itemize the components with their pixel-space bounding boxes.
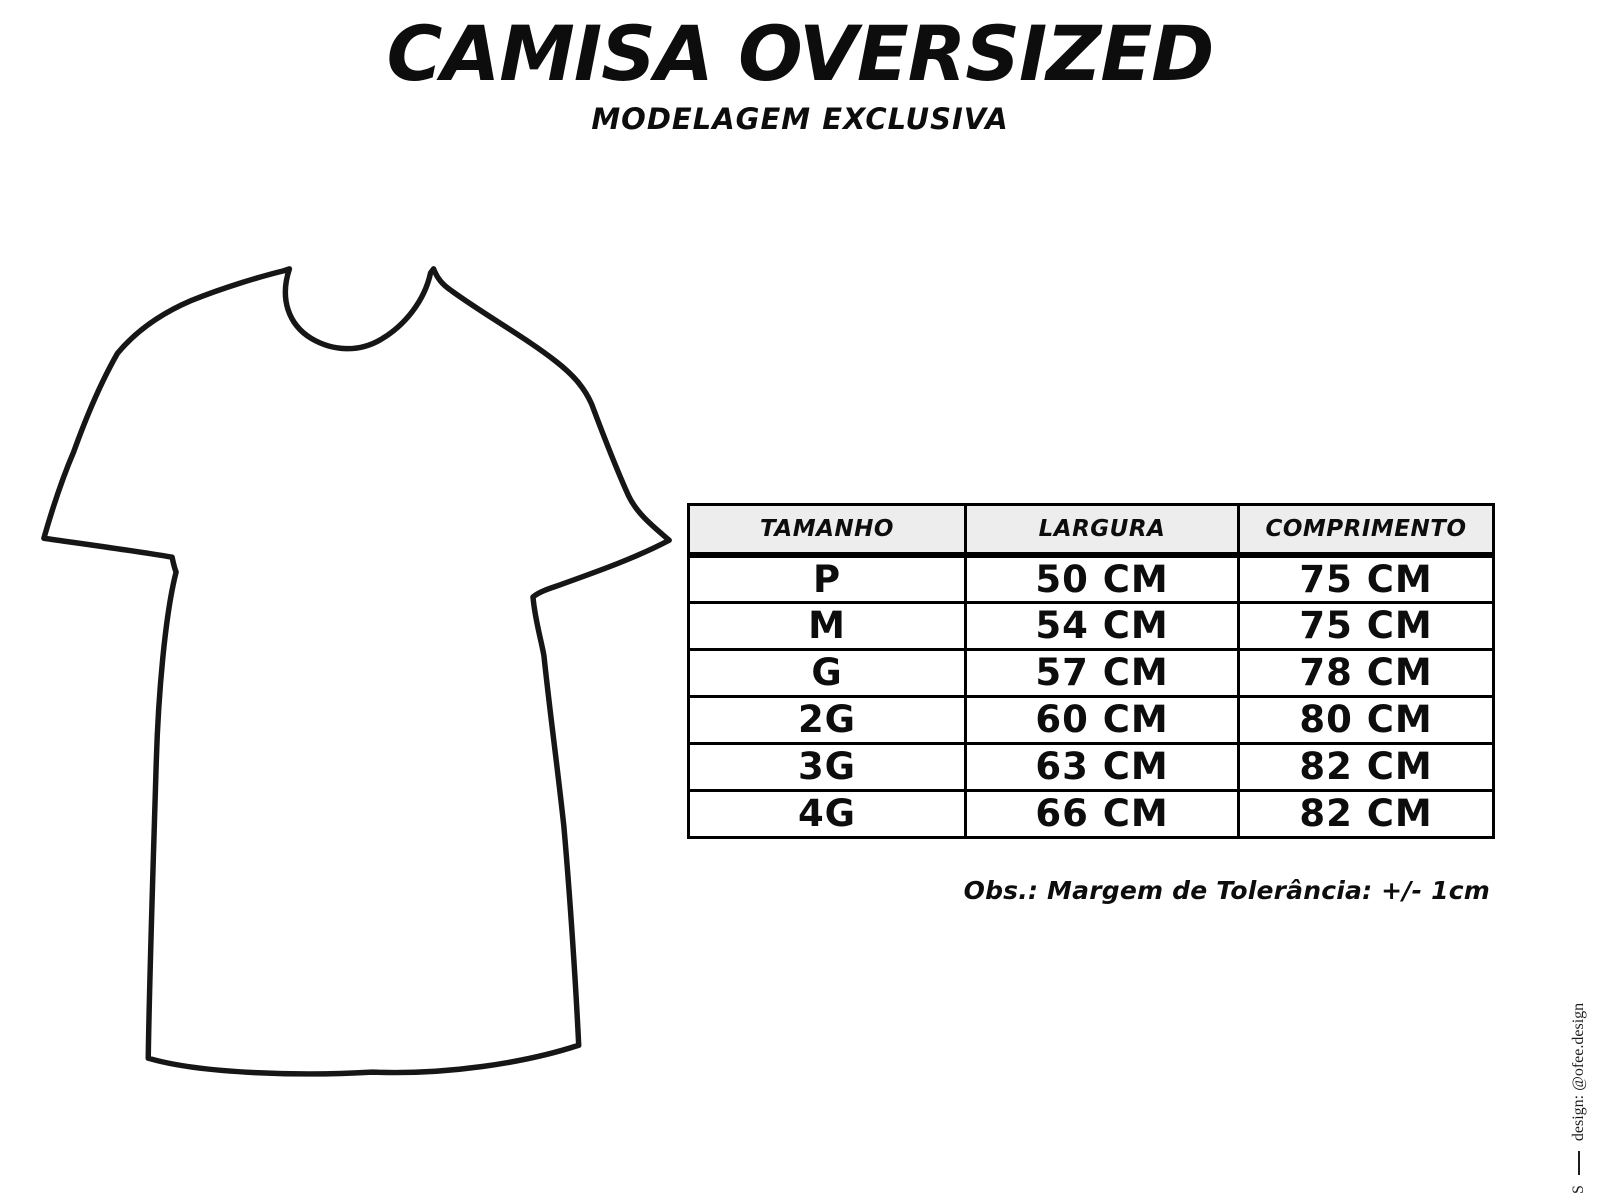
size-cell: M	[689, 602, 966, 649]
width-cell: 57 CM	[966, 649, 1239, 696]
page-subtitle: MODELAGEM EXCLUSIVA	[591, 101, 1009, 136]
tshirt-outline-illustration	[25, 245, 695, 1090]
table-row-m	[689, 602, 1494, 649]
table-row-g	[689, 649, 1494, 696]
length-cell: 75 CM	[1239, 555, 1494, 603]
size-table-header-row	[689, 505, 1494, 555]
size-table	[687, 503, 1495, 839]
tolerance-note: Obs.: Margem de Tolerância: +/- 1cm	[963, 876, 1490, 905]
length-cell: 82 CM	[1239, 743, 1494, 790]
page-title: CAMISA OVERSIZED	[386, 9, 1214, 98]
column-header-largura: LARGURA	[966, 505, 1239, 555]
credit-cropped-text: S	[1570, 1185, 1587, 1194]
length-cell: 78 CM	[1239, 649, 1494, 696]
table-row-4g	[689, 790, 1494, 837]
table-row-3g	[689, 743, 1494, 790]
size-cell: P	[689, 555, 966, 603]
width-cell: 60 CM	[966, 696, 1239, 743]
size-cell: 2G	[689, 696, 966, 743]
size-cell: 4G	[689, 790, 966, 837]
table-row-2g	[689, 696, 1494, 743]
width-cell: 63 CM	[966, 743, 1239, 790]
credit-divider-line	[1578, 1151, 1580, 1175]
column-header-comprimento: COMPRIMENTO	[1239, 505, 1494, 555]
length-cell: 80 CM	[1239, 696, 1494, 743]
page-heading	[0, 9, 1600, 136]
length-cell: 75 CM	[1239, 602, 1494, 649]
size-cell: G	[689, 649, 966, 696]
column-header-tamanho: TAMANHO	[689, 505, 966, 555]
width-cell: 50 CM	[966, 555, 1239, 603]
design-credit	[1570, 1003, 1588, 1194]
size-cell: 3G	[689, 743, 966, 790]
tshirt-icon	[25, 245, 695, 1090]
width-cell: 66 CM	[966, 790, 1239, 837]
table-row-p	[689, 555, 1494, 603]
width-cell: 54 CM	[966, 602, 1239, 649]
credit-label: design: @ofee.design	[1570, 1002, 1587, 1142]
length-cell: 82 CM	[1239, 790, 1494, 837]
